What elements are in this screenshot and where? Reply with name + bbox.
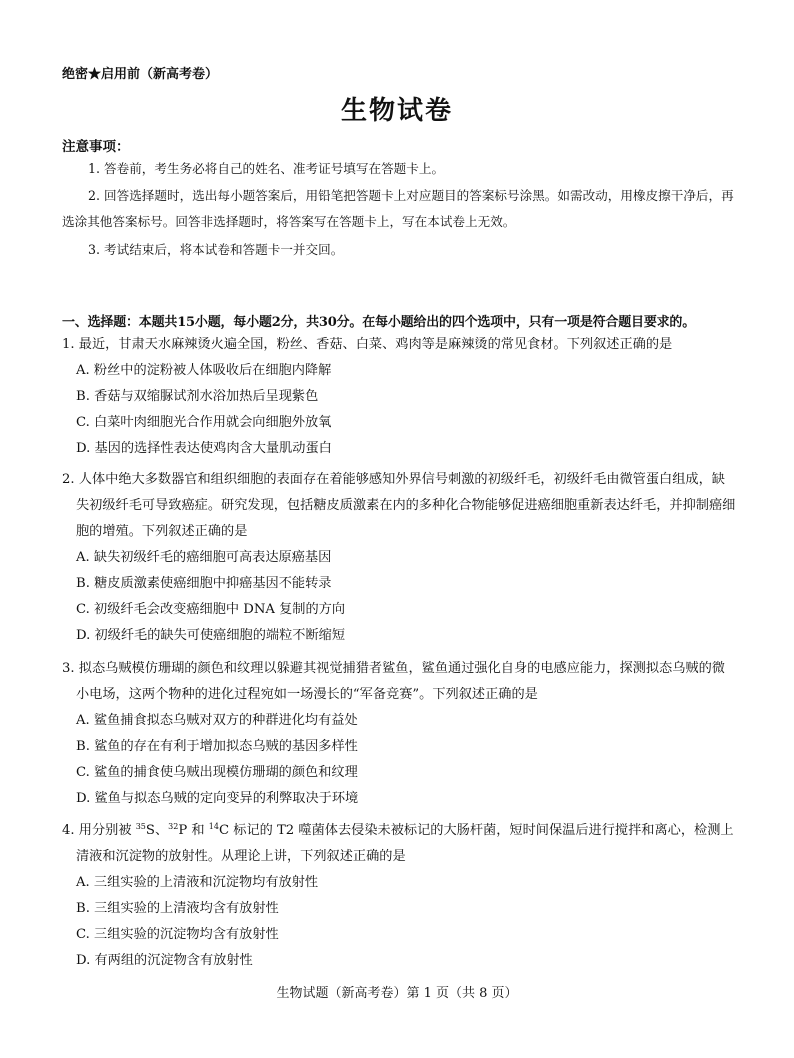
- question-stem: 3. 拟态乌贼模仿珊瑚的颜色和纹理以躲避其视觉捕猎者鲨鱼，鲨鱼通过强化自身的电感应能力，探测拟态乌贼的微小电场，这两个物种的进化过程宛如一场漫长的“军备竞赛”。下列叙述正确的是: [62, 661, 725, 702]
- isotope-mass-p: 32: [168, 822, 179, 831]
- notice-item-3: 3. 考试结束后，将本试卷和答题卡一并交回。: [88, 242, 344, 257]
- option-b: B. 香菇与双缩脲试剂水浴加热后呈现紫色: [76, 389, 319, 404]
- question-1: [62, 332, 738, 462]
- option-a: A. 粉丝中的淀粉被人体吸收后在细胞内降解: [76, 363, 332, 378]
- option-c: C. 白菜叶肉细胞光合作用就会向细胞外放氧: [76, 415, 332, 430]
- isotope-mass-s: 35: [135, 822, 146, 831]
- page-footer: 生物试题（新高考卷）第 1 页（共 8 页）: [276, 986, 518, 1001]
- section-heading: 一、选择题：本题共15小题，每小题2分，共30分。在每小题给出的四个选项中，只有一项是符合题目要求的。: [62, 315, 696, 330]
- notice-item-1: 1. 答卷前，考生务必将自己的姓名、准考证号填写在答题卡上。: [88, 161, 445, 176]
- option-a: A. 缺失初级纤毛的癌细胞可高表达原癌基因: [76, 550, 332, 565]
- option-b: B. 糖皮质激素使癌细胞中抑癌基因不能转录: [76, 576, 332, 591]
- question-2: [62, 467, 738, 649]
- option-b: B. 三组实验的上清液均含有放射性: [76, 901, 279, 916]
- option-c: C. 鲨鱼的捕食使乌贼出现模仿珊瑚的颜色和纹理: [76, 765, 358, 780]
- notice-heading: 注意事项：: [62, 139, 130, 155]
- option-c: C. 三组实验的沉淀物均含有放射性: [76, 927, 279, 942]
- question-stem: 4. 用分别被 $^{35}$S、$^{32}$P 和 $^{14}$C 标记的 T2 噬菌体去侵染未被标记的大肠杆菌，短时间保温后进行搅拌和离心，检测上清液和沉淀物的放射性。从理论上讲，下列叙述正确的是: [62, 822, 734, 864]
- isotope-mass-c: 14: [208, 822, 219, 831]
- notice-item-2: 2. 回答选择题时，选出每小题答案后，用铅笔把答题卡上对应题目的答案标号涂黑。如需改动，用橡皮擦干净后，再选涂其他答案标号。回答非选择题时，将答案写在答题卡上，写在本试卷上无效。: [62, 188, 734, 229]
- option-a: A. 三组实验的上清液和沉淀物均有放射性: [76, 875, 319, 890]
- question-stem: 1. 最近，甘肃天水麻辣烫火遍全国，粉丝、香菇、白菜、鸡肉等是麻辣烫的常见食材。下列叙述正确的是: [62, 337, 673, 352]
- secret-label: 绝密★启用前（新高考卷）: [62, 67, 219, 82]
- option-d: D. 有两组的沉淀物含有放射性: [76, 953, 253, 968]
- question-stem: 2. 人体中绝大多数器官和组织细胞的表面存在着能够感知外界信号刺激的初级纤毛，初级纤毛由微管蛋白组成，缺失初级纤毛可导致癌症。研究发现，包括糖皮质激素在内的多种化合物能够促进癌细胞重新表达纤毛，并抑制癌细胞的增殖。下列叙述正确的是: [62, 472, 736, 539]
- option-c: C. 初级纤毛会改变癌细胞中 DNA 复制的方向: [76, 602, 346, 617]
- option-a: A. 鲨鱼捕食拟态乌贼对双方的种群进化均有益处: [76, 713, 358, 728]
- option-d: D. 鲨鱼与拟态乌贼的定向变异的利弊取决于环境: [76, 791, 359, 806]
- option-d: D. 初级纤毛的缺失可使癌细胞的端粒不断缩短: [76, 628, 346, 643]
- option-d: D. 基因的选择性表达使鸡肉含大量肌动蛋白: [76, 441, 332, 456]
- question-4: [62, 818, 738, 974]
- question-3: [62, 656, 738, 812]
- page-title: 生物试卷: [340, 96, 453, 126]
- option-b: B. 鲨鱼的存在有利于增加拟态乌贼的基因多样性: [76, 739, 358, 754]
